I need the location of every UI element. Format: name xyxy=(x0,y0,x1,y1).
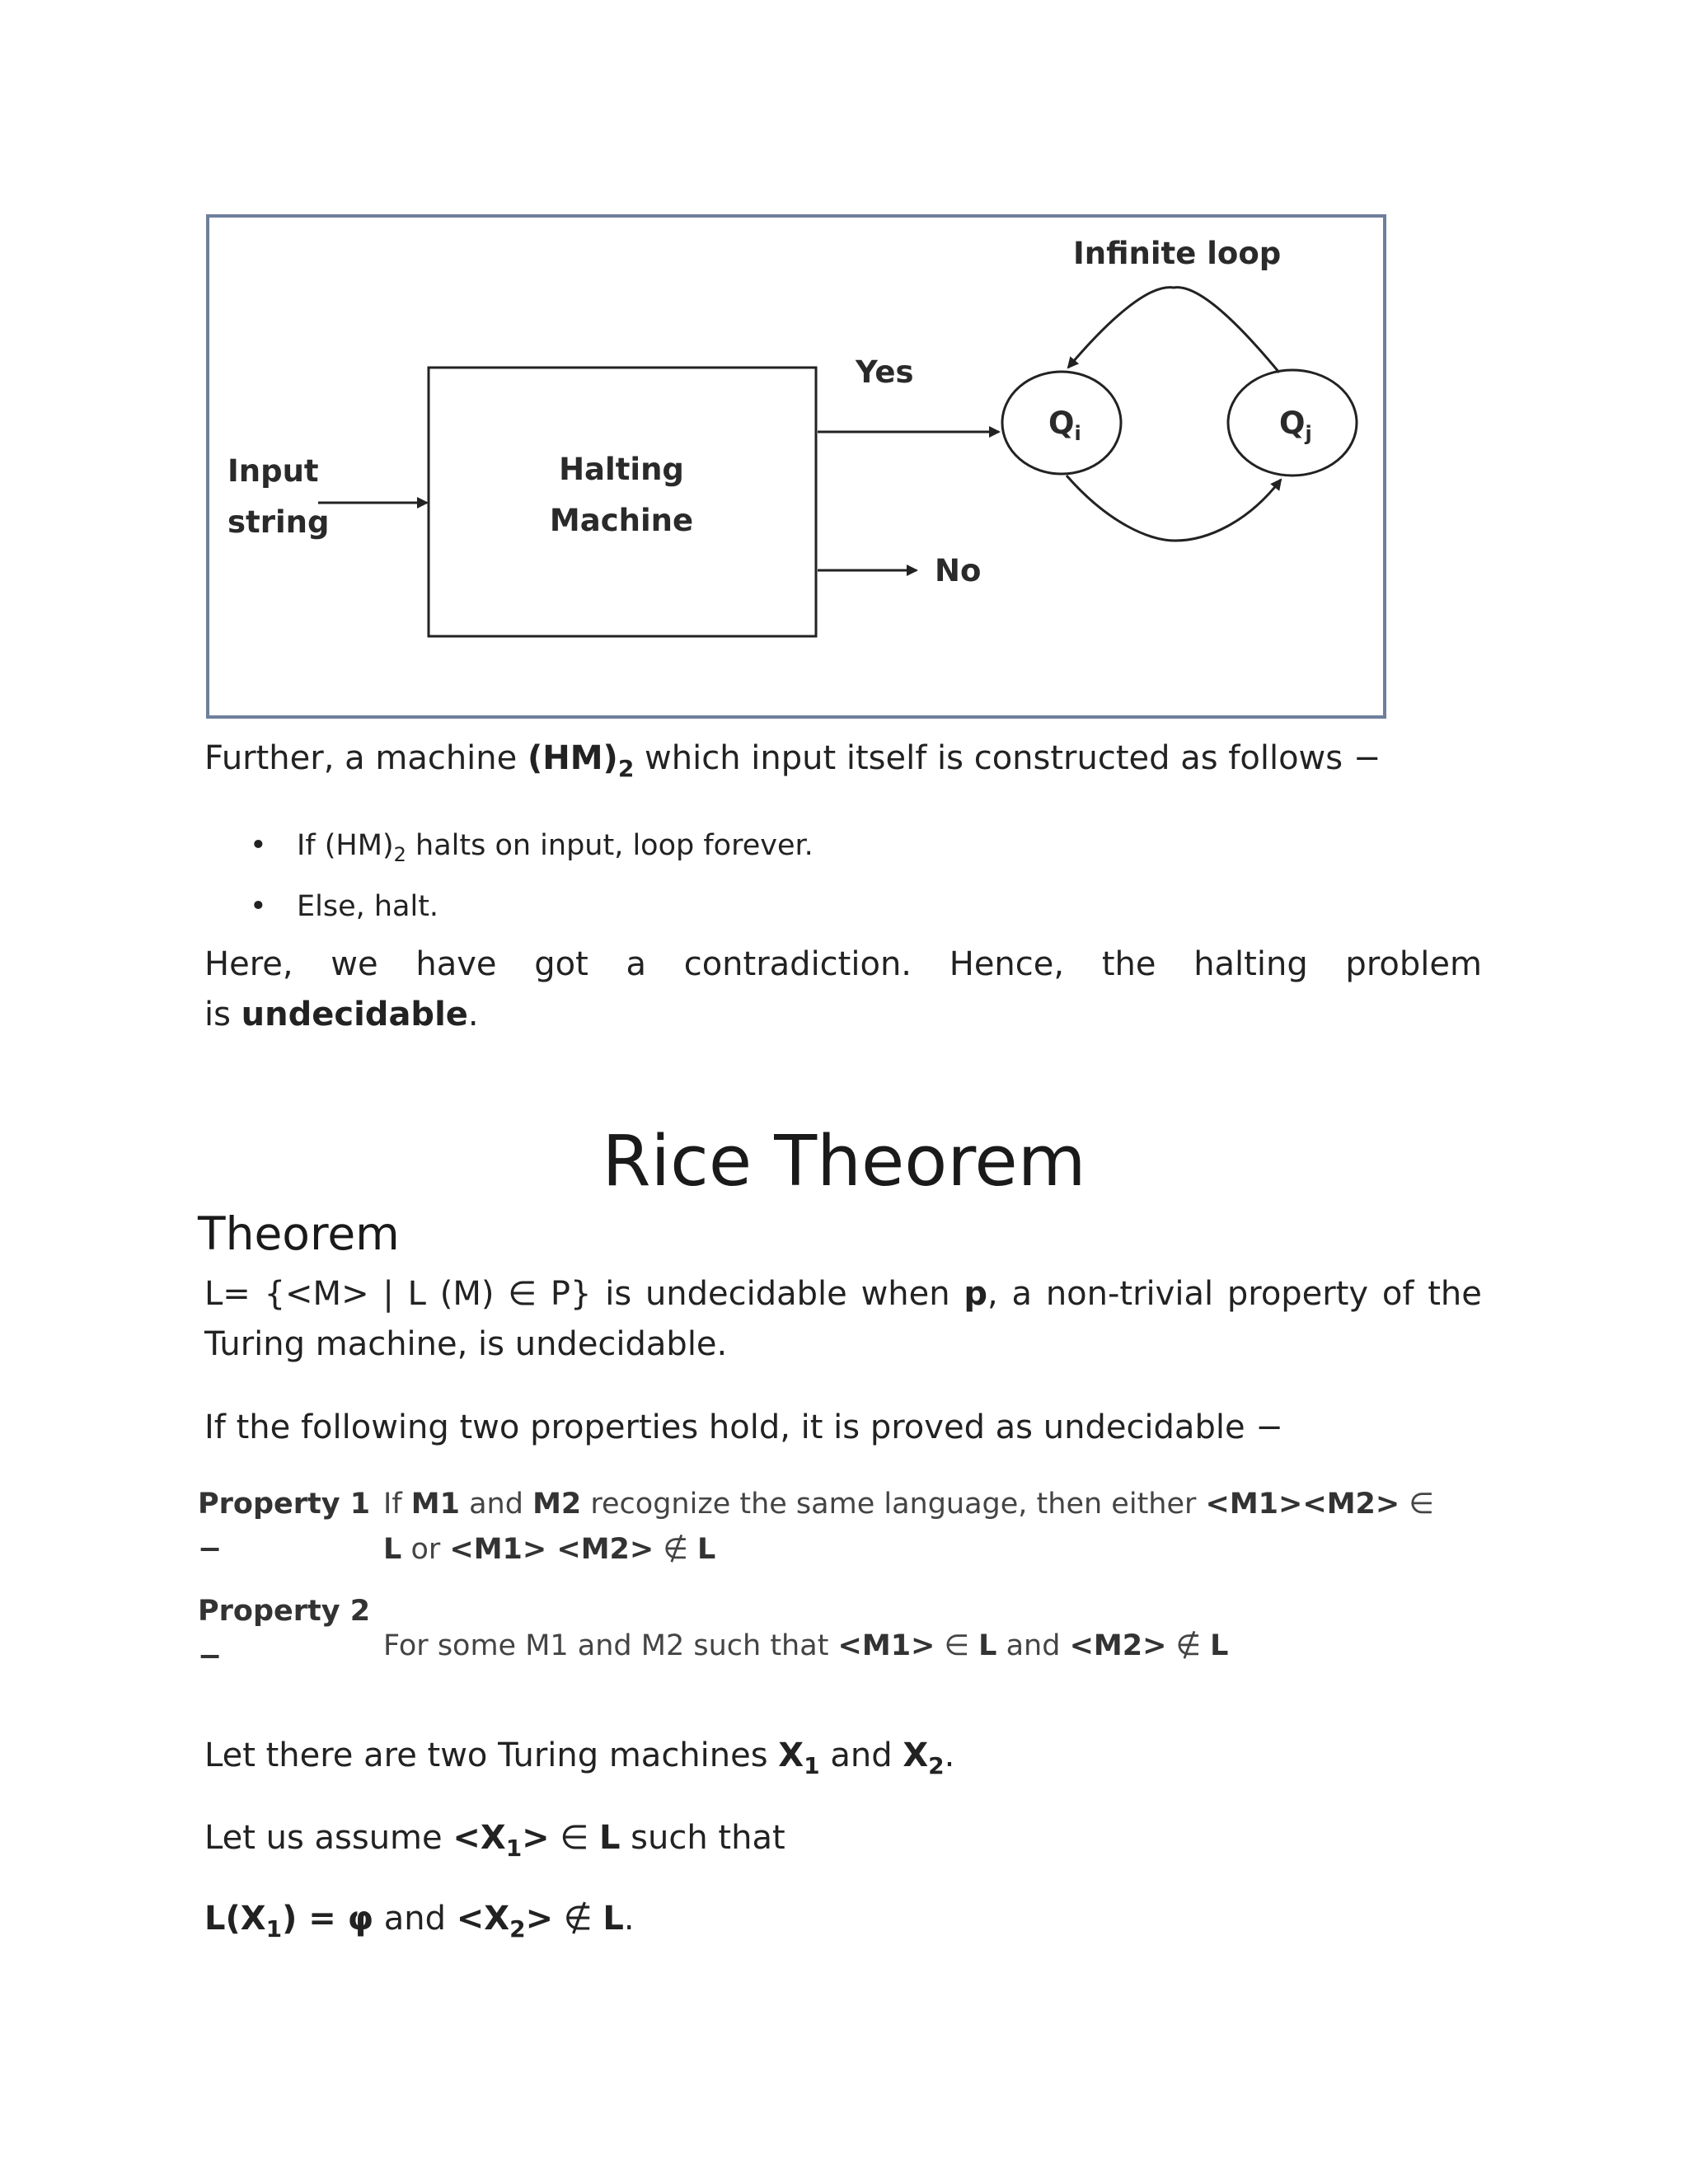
theorem-word: the xyxy=(1428,1275,1482,1313)
let-paragraph-3: $L(X_1) = \varphi$ and $<X_2>$ ∉ L. xyxy=(204,1900,635,1943)
property-1-text: If M1 and M2 recognize the same language, then either <M1><M2> ∈ L or <M1> <M2> ∉ L xyxy=(383,1488,1434,1566)
theorem-word: of xyxy=(1381,1275,1414,1313)
contradiction-word: we xyxy=(331,945,378,983)
theorem-word: (M) xyxy=(439,1275,495,1313)
machine-label-line1: Halting xyxy=(559,452,684,487)
let-paragraph-2: Let us assume $<X_1>$ ∈ L such that xyxy=(204,1819,785,1862)
property-2-text: For some M1 and M2 such that <M1> ∈ L and <M2> ∉ L xyxy=(383,1629,1229,1662)
yes-label: Yes xyxy=(856,354,914,390)
contradiction-word: problem xyxy=(1345,945,1482,983)
theorem-paragraph xyxy=(204,1269,1482,1370)
halting-machine-box xyxy=(429,368,816,636)
halting-machine-diagram xyxy=(206,214,1386,719)
page-title: Rice Theorem xyxy=(602,1121,1086,1202)
theorem-word: property xyxy=(1226,1275,1369,1313)
property-1-label: Property 1 − xyxy=(198,1488,371,1566)
machine-label-line2: Machine xyxy=(549,503,694,538)
further-paragraph xyxy=(204,733,1381,794)
section-heading-theorem: Theorem xyxy=(198,1207,400,1260)
diagram-canvas xyxy=(209,218,1383,715)
contradiction-word: halting xyxy=(1193,945,1308,983)
theorem-word: a xyxy=(1011,1275,1033,1313)
infinite-loop-arrow xyxy=(1068,288,1279,373)
theorem-word: L xyxy=(407,1275,426,1313)
theorem-word: L= xyxy=(204,1275,251,1313)
following-paragraph: If the following two properties hold, it is proved as undecidable − xyxy=(204,1408,1283,1446)
theorem-line-2: Turing machine, is undecidable. xyxy=(204,1325,728,1363)
input-label-line2: string xyxy=(227,504,330,540)
contradiction-line-1 xyxy=(204,940,1482,990)
theorem-word: {<M> xyxy=(264,1275,369,1313)
further-text-2: which input itself is constructed as follows − xyxy=(634,739,1381,777)
input-label-line1: Input xyxy=(227,453,319,489)
theorem-word: ∈ xyxy=(508,1275,537,1313)
contradiction-word: have xyxy=(415,945,497,983)
undecidable-bold: undecidable xyxy=(241,996,468,1033)
contradiction-word: Hence, xyxy=(949,945,1065,983)
further-text-1: Further, a machine xyxy=(204,739,528,777)
let-paragraph-1: Let there are two Turing machines $X_1$ and $X_2$. xyxy=(204,1736,955,1779)
contradiction-word: a xyxy=(626,945,646,983)
further-hm-bold: $(HM)_2$ xyxy=(527,739,635,782)
property-2-label: Property 2 − xyxy=(198,1595,371,1673)
bullet-symbol: • xyxy=(250,829,267,862)
theorem-word: P} xyxy=(550,1275,592,1313)
theorem-word: when xyxy=(860,1275,950,1313)
contradiction-paragraph xyxy=(204,940,1482,1040)
list-item: • Else, halt. xyxy=(204,888,814,949)
theorem-word: | xyxy=(382,1275,394,1313)
no-label: No xyxy=(935,553,982,588)
theorem-word: is xyxy=(605,1275,632,1313)
infinite-loop-label: Infinite loop xyxy=(1073,236,1282,271)
contradiction-word: Here, xyxy=(204,945,293,983)
theorem-word: undecidable xyxy=(645,1275,847,1313)
contradiction-line-2: is undecidable. xyxy=(204,996,479,1033)
bullet-list xyxy=(204,827,814,949)
qi-to-qj-arrow xyxy=(1067,476,1281,541)
list-item: • If $(HM)_2$ halts on input, loop forever. xyxy=(204,827,814,888)
contradiction-word: the xyxy=(1101,945,1156,983)
state-qi-label: $Q_i$ xyxy=(1048,405,1081,445)
contradiction-word: contradiction. xyxy=(683,945,912,983)
state-qj-label: $Q_j$ xyxy=(1279,405,1312,445)
contradiction-word: got xyxy=(534,945,588,983)
theorem-word: non-trivial xyxy=(1045,1275,1214,1313)
theorem-line-1 xyxy=(204,1269,1482,1319)
theorem-word: p, xyxy=(964,1275,998,1313)
bullet-symbol: • xyxy=(250,890,267,923)
